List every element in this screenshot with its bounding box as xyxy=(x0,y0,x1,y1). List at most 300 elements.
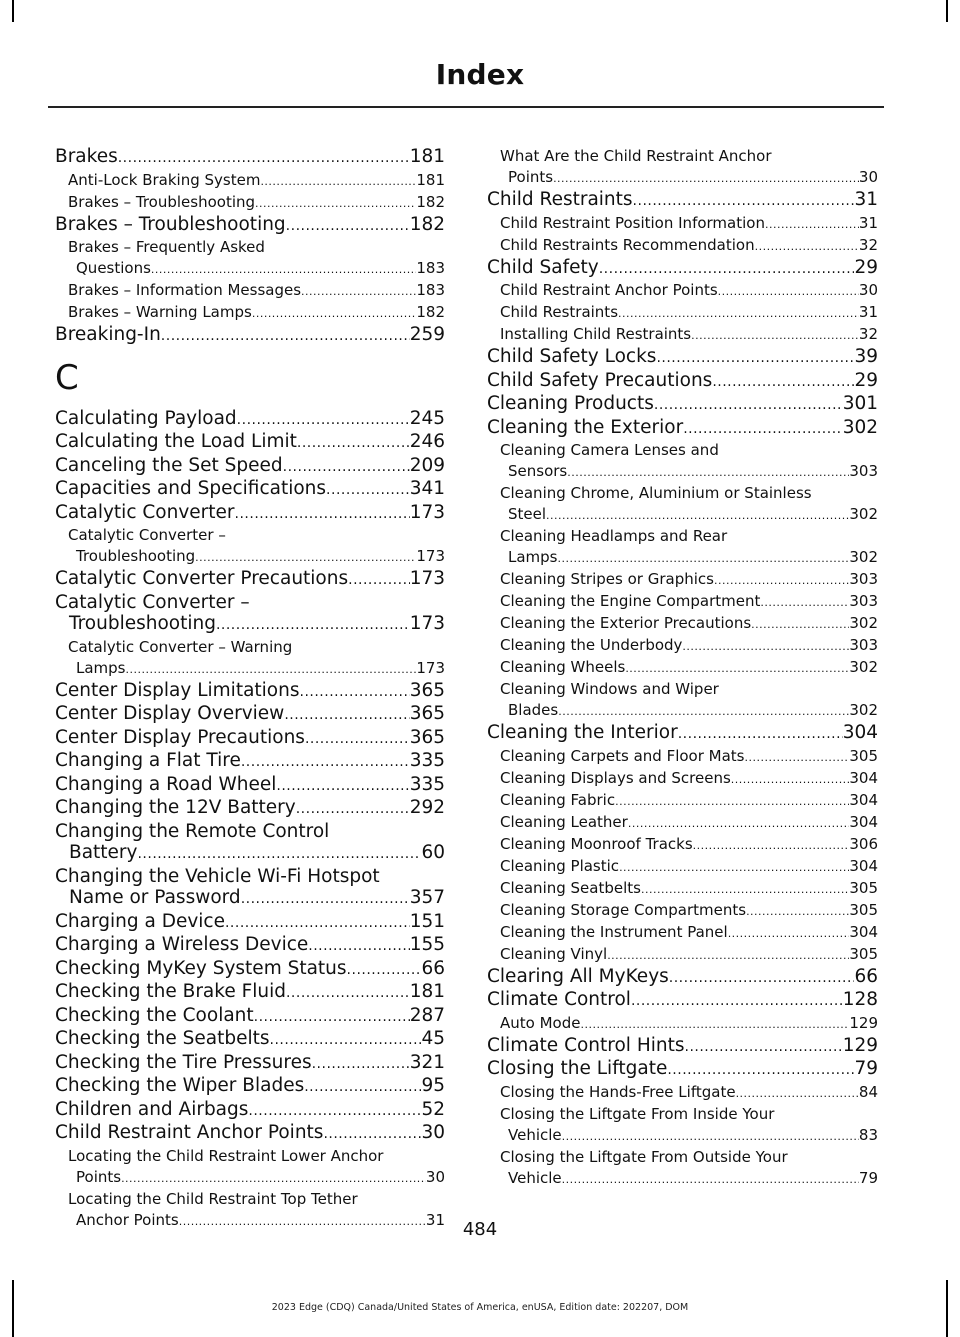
entry-label: Child Safety Precautions xyxy=(487,369,713,391)
entry-label: Checking the Brake Fluid xyxy=(55,981,286,1002)
leader-dots xyxy=(326,478,410,502)
index-entry[interactable] xyxy=(55,502,445,526)
entry-page: 173 xyxy=(416,658,445,677)
index-subentry-continued[interactable] xyxy=(55,658,445,680)
leader-dots xyxy=(615,790,849,812)
entry-page: 95 xyxy=(421,1075,445,1096)
entry-page: 30 xyxy=(425,1167,445,1186)
entry-page: 303 xyxy=(849,636,878,654)
index-subentry-wrapped[interactable]: Cleaning Camera Lenses and xyxy=(500,441,719,459)
entry-label: Cleaning the Exterior Precautions xyxy=(500,614,752,632)
index-subentry-continued[interactable] xyxy=(487,167,878,189)
leader-dots xyxy=(255,192,416,214)
index-entry[interactable] xyxy=(487,189,878,213)
entry-label: Questions xyxy=(76,259,151,277)
leader-dots xyxy=(628,812,850,834)
leader-dots xyxy=(631,989,843,1013)
entry-label: Checking the Seatbelts xyxy=(55,1028,270,1049)
index-entry[interactable] xyxy=(55,680,445,704)
index-entry[interactable] xyxy=(55,981,445,1005)
entry-label: Charging a Wireless Device xyxy=(55,934,309,955)
entry-page: 182 xyxy=(416,303,445,321)
index-entry-continued[interactable] xyxy=(55,842,445,866)
entry-page: 31 xyxy=(858,303,878,321)
index-subentry-wrapped[interactable]: Cleaning Windows and Wiper xyxy=(500,680,719,698)
entry-page: 129 xyxy=(842,1034,878,1056)
entry-label: Cleaning Seatbelts xyxy=(500,878,641,897)
entry-page: 302 xyxy=(842,416,878,438)
index-entry[interactable] xyxy=(487,1035,878,1059)
index-entry[interactable] xyxy=(55,750,445,774)
entry-label: Center Display Limitations xyxy=(55,679,300,701)
entry-page: 302 xyxy=(849,505,878,523)
entry-page: 304 xyxy=(849,768,878,787)
entry-label: Cleaning Wheels xyxy=(500,658,626,676)
index-subentry-wrapped[interactable]: Locating the Child Restraint Top Tether xyxy=(68,1189,358,1208)
entry-page: 357 xyxy=(409,887,445,908)
index-entry[interactable] xyxy=(55,214,445,238)
leader-dots xyxy=(323,1122,421,1146)
index-subentry[interactable] xyxy=(487,790,878,812)
entry-label: Points xyxy=(508,168,554,186)
entry-label: Cleaning Products xyxy=(487,393,654,414)
index-subentry[interactable] xyxy=(487,591,878,613)
index-subentry-wrapped[interactable]: Catalytic Converter – Warning xyxy=(68,637,293,656)
entry-page: 301 xyxy=(842,393,878,414)
leader-dots xyxy=(304,1075,421,1099)
leader-dots xyxy=(297,431,410,455)
entry-label: Sensors xyxy=(508,462,568,480)
entry-label: Child Safety Locks xyxy=(487,346,657,367)
index-subentry[interactable] xyxy=(487,235,878,257)
index-subentry[interactable] xyxy=(487,944,878,966)
entry-page: 292 xyxy=(409,797,445,818)
index-entry[interactable] xyxy=(55,727,445,751)
entry-page: 305 xyxy=(849,878,878,897)
entry-page: 128 xyxy=(842,989,878,1010)
leader-dots xyxy=(765,213,859,235)
index-entry-continued[interactable] xyxy=(55,613,445,637)
leader-dots xyxy=(283,455,410,479)
leader-dots xyxy=(241,887,410,911)
entry-label: Climate Control xyxy=(487,989,631,1010)
index-subentry[interactable] xyxy=(55,192,445,214)
entry-page: 335 xyxy=(409,750,445,771)
entry-label: Troubleshooting xyxy=(76,547,196,565)
index-subentry[interactable] xyxy=(487,922,878,944)
entry-label: Cleaning Leather xyxy=(500,812,628,831)
entry-label: Changing a Road Wheel xyxy=(55,773,277,795)
index-subentry-wrapped[interactable]: Catalytic Converter – xyxy=(68,526,226,544)
leader-dots xyxy=(137,842,421,866)
entry-label: Child Restraint Anchor Points xyxy=(500,281,718,299)
title-rule xyxy=(48,106,884,108)
entry-page: 245 xyxy=(409,407,445,429)
index-subentry-continued[interactable] xyxy=(487,1168,878,1190)
index-entry[interactable] xyxy=(55,478,445,502)
entry-page: 303 xyxy=(849,570,878,588)
entry-label: Brakes – Warning Lamps xyxy=(68,303,252,321)
entry-page: 365 xyxy=(409,679,445,701)
index-subentry[interactable] xyxy=(487,324,878,346)
leader-dots xyxy=(300,680,410,704)
leader-dots xyxy=(760,591,849,613)
entry-page: 83 xyxy=(858,1125,878,1144)
index-entry[interactable] xyxy=(487,1058,878,1082)
entry-page: 181 xyxy=(409,146,445,167)
entry-label: Calculating the Load Limit xyxy=(55,431,297,452)
index-entry[interactable] xyxy=(55,1052,445,1076)
index-subentry-wrapped[interactable]: What Are the Child Restraint Anchor xyxy=(500,147,772,165)
leader-dots xyxy=(751,613,849,635)
entry-label: Calculating Payload xyxy=(55,407,237,429)
entry-page: 52 xyxy=(421,1098,445,1120)
leader-dots xyxy=(682,635,849,657)
leader-dots xyxy=(567,461,849,483)
entry-label: Cleaning the Interior xyxy=(487,722,678,743)
entry-label: Cleaning Moonroof Tracks xyxy=(500,834,693,853)
leader-dots xyxy=(276,774,409,798)
index-subentry[interactable] xyxy=(487,213,878,235)
entry-page: 302 xyxy=(849,614,878,632)
entry-page: 173 xyxy=(409,568,445,589)
index-entry-continued[interactable] xyxy=(55,887,445,911)
entry-page: 287 xyxy=(409,1004,445,1026)
entry-label: Vehicle xyxy=(508,1168,562,1187)
index-entry[interactable] xyxy=(55,408,445,432)
entry-label: Child Restraints xyxy=(500,303,619,321)
entry-label: Child Restraints xyxy=(487,189,633,210)
entry-label: Center Display Overview xyxy=(55,703,285,724)
index-entry[interactable] xyxy=(55,797,445,821)
entry-label: Brakes xyxy=(55,146,118,167)
leader-dots xyxy=(553,167,859,189)
index-subentry[interactable] xyxy=(487,302,878,324)
entry-page: 182 xyxy=(416,192,445,211)
leader-dots xyxy=(260,170,416,192)
index-entry[interactable] xyxy=(487,393,878,417)
crop-mark-top-left xyxy=(12,0,14,22)
entry-page: 183 xyxy=(416,259,445,277)
entry-label: Children and Airbags xyxy=(55,1098,249,1120)
leader-dots xyxy=(225,911,410,935)
entry-page: 155 xyxy=(409,934,445,955)
leader-dots xyxy=(241,750,410,774)
leader-dots xyxy=(618,302,859,324)
leader-dots xyxy=(599,257,855,281)
leader-dots xyxy=(235,502,410,526)
leader-dots xyxy=(254,1005,410,1029)
index-subentry[interactable] xyxy=(487,1013,878,1035)
entry-page: 302 xyxy=(849,548,878,566)
leader-dots xyxy=(580,1013,849,1035)
entry-page: 151 xyxy=(409,910,445,932)
index-entry-wrapped[interactable]: Changing the Remote Control xyxy=(55,820,330,842)
index-entry[interactable] xyxy=(55,1005,445,1029)
entry-label: Vehicle xyxy=(508,1125,562,1144)
entry-label: Lamps xyxy=(76,658,126,677)
entry-page: 304 xyxy=(849,856,878,875)
index-subentry[interactable] xyxy=(487,812,878,834)
entry-label: Auto Mode xyxy=(500,1013,581,1032)
entry-page: 321 xyxy=(409,1051,445,1073)
entry-page: 66 xyxy=(854,965,878,987)
index-subentry-wrapped[interactable]: Closing the Liftgate From Outside Your xyxy=(500,1147,788,1166)
entry-page: 335 xyxy=(409,773,445,795)
leader-dots xyxy=(286,214,410,238)
entry-page: 303 xyxy=(849,592,878,610)
index-subentry-wrapped[interactable]: Cleaning Chrome, Aluminium or Stainless xyxy=(500,484,812,502)
entry-label: Brakes – Troubleshooting xyxy=(68,192,256,211)
entry-label: Cleaning the Exterior xyxy=(487,416,684,438)
index-entry[interactable] xyxy=(55,934,445,958)
entry-label: Child Restraints Recommendation xyxy=(500,235,755,254)
index-subentry[interactable] xyxy=(487,1082,878,1104)
leader-dots xyxy=(736,1082,859,1104)
index-subentry-continued[interactable] xyxy=(55,258,445,280)
entry-page: 173 xyxy=(409,613,445,634)
index-subentry[interactable] xyxy=(487,834,878,856)
index-subentry-continued[interactable] xyxy=(487,461,878,483)
index-subentry[interactable] xyxy=(55,170,445,192)
entry-page: 29 xyxy=(854,369,878,391)
leader-dots xyxy=(558,700,849,722)
entry-label: Catalytic Converter xyxy=(55,501,235,523)
index-subentry[interactable] xyxy=(55,302,445,324)
index-subentry[interactable] xyxy=(487,856,878,878)
leader-dots xyxy=(669,966,855,990)
entry-label: Steel xyxy=(508,505,547,523)
entry-label: Cleaning Vinyl xyxy=(500,944,608,963)
index-entry-wrapped[interactable]: Changing the Vehicle Wi-Fi Hotspot xyxy=(55,865,380,887)
index-entry[interactable] xyxy=(55,1099,445,1123)
entry-label: Child Safety xyxy=(487,256,599,278)
entry-label: Name or Password xyxy=(69,887,241,908)
entry-page: 84 xyxy=(858,1082,878,1101)
entry-page: 79 xyxy=(858,1168,878,1187)
index-subentry-continued[interactable] xyxy=(487,1125,878,1147)
entry-label: Cleaning Displays and Screens xyxy=(500,768,731,787)
index-subentry[interactable] xyxy=(487,280,878,302)
entry-page: 31 xyxy=(425,1210,445,1229)
leader-dots xyxy=(667,1058,854,1082)
leader-dots xyxy=(755,235,859,257)
entry-label: Cleaning Plastic xyxy=(500,856,620,875)
index-entry[interactable] xyxy=(55,1028,445,1052)
index-entry[interactable] xyxy=(55,958,445,982)
index-column-right xyxy=(487,146,878,1190)
entry-label: Charging a Device xyxy=(55,910,225,932)
leader-dots xyxy=(305,727,410,751)
entry-label: Changing a Flat Tire xyxy=(55,750,241,771)
leader-dots xyxy=(195,546,416,568)
index-subentry[interactable] xyxy=(487,569,878,591)
index-subentry[interactable] xyxy=(487,635,878,657)
footer-edition: 2023 Edge (CDQ) Canada/United States of America, enUSA, Edition date: 202207, DOM xyxy=(271,1302,689,1313)
index-entry[interactable] xyxy=(487,370,878,394)
leader-dots xyxy=(151,258,416,280)
index-entry[interactable] xyxy=(487,417,878,441)
entry-label: Cleaning the Underbody xyxy=(500,636,683,654)
leader-dots xyxy=(728,922,850,944)
index-subentry-continued[interactable] xyxy=(487,700,878,722)
index-entry[interactable] xyxy=(487,966,878,990)
entry-label: Clearing All MyKeys xyxy=(487,965,669,987)
entry-page: 32 xyxy=(858,235,878,254)
leader-dots xyxy=(562,1125,859,1147)
entry-label: Cleaning Fabric xyxy=(500,790,616,809)
entry-label: Brakes – Information Messages xyxy=(68,281,302,299)
entry-label: Installing Child Restraints xyxy=(500,325,692,343)
entry-page: 306 xyxy=(849,834,878,853)
entry-label: Checking the Coolant xyxy=(55,1004,254,1026)
index-entry[interactable] xyxy=(55,324,445,348)
leader-dots xyxy=(691,324,859,346)
entry-label: Points xyxy=(76,1167,122,1186)
entry-page: 341 xyxy=(409,478,445,499)
leader-dots xyxy=(678,722,843,746)
entry-page: 31 xyxy=(858,213,878,232)
leader-dots xyxy=(654,393,843,417)
index-subentry-wrapped[interactable]: Brakes – Frequently Asked xyxy=(68,238,265,256)
index-entry[interactable] xyxy=(55,431,445,455)
entry-page: 365 xyxy=(409,726,445,748)
entry-label: Child Restraint Anchor Points xyxy=(55,1122,324,1143)
leader-dots xyxy=(685,1035,843,1059)
index-entry[interactable] xyxy=(55,1122,445,1146)
entry-page: 173 xyxy=(409,501,445,523)
entry-label: Checking MyKey System Status xyxy=(55,957,347,979)
entry-page: 30 xyxy=(421,1122,445,1143)
entry-label: Cleaning Storage Compartments xyxy=(500,900,747,919)
leader-dots xyxy=(718,280,859,302)
leader-dots xyxy=(161,324,410,348)
entry-page: 79 xyxy=(854,1058,878,1079)
entry-page: 29 xyxy=(854,256,878,278)
index-entry[interactable] xyxy=(55,774,445,798)
leader-dots xyxy=(746,900,849,922)
entry-page: 45 xyxy=(421,1028,445,1049)
entry-page: 129 xyxy=(849,1013,878,1032)
entry-label: Capacities and Specifications xyxy=(55,478,327,499)
index-entry-wrapped[interactable]: Catalytic Converter – xyxy=(55,591,250,613)
index-entry[interactable] xyxy=(55,911,445,935)
leader-dots xyxy=(348,568,410,592)
leader-dots xyxy=(284,703,409,727)
entry-label: Checking the Wiper Blades xyxy=(55,1075,305,1096)
index-subentry[interactable] xyxy=(487,878,878,900)
index-subentry-wrapped[interactable]: Locating the Child Restraint Lower Anchor xyxy=(68,1146,384,1165)
index-entry[interactable] xyxy=(487,989,878,1013)
leader-dots xyxy=(252,302,417,324)
leader-dots xyxy=(308,934,409,958)
entry-label: Catalytic Converter Precautions xyxy=(55,568,349,589)
entry-page: 181 xyxy=(409,981,445,1002)
leader-dots xyxy=(216,613,410,637)
leader-dots xyxy=(562,1168,859,1190)
index-entry[interactable] xyxy=(55,146,445,170)
entry-label: Changing the 12V Battery xyxy=(55,797,296,818)
leader-dots xyxy=(656,346,854,370)
leader-dots xyxy=(312,1052,410,1076)
entry-page: 39 xyxy=(854,346,878,367)
entry-page: 304 xyxy=(849,922,878,941)
index-entry[interactable] xyxy=(55,568,445,592)
entry-page: 31 xyxy=(854,189,878,210)
index-entry[interactable] xyxy=(55,703,445,727)
entry-label: Lamps xyxy=(508,548,558,566)
entry-label: Checking the Tire Pressures xyxy=(55,1051,312,1073)
entry-label: Center Display Precautions xyxy=(55,726,305,748)
entry-page: 181 xyxy=(416,170,445,189)
index-subentry-continued[interactable] xyxy=(55,1167,445,1189)
leader-dots xyxy=(301,280,416,302)
index-subentry-continued[interactable] xyxy=(487,504,878,526)
entry-label: Brakes – Troubleshooting xyxy=(55,213,286,235)
index-entry[interactable] xyxy=(55,455,445,479)
entry-page: 182 xyxy=(409,213,445,235)
index-column-left xyxy=(55,146,445,1232)
leader-dots xyxy=(619,856,849,878)
leader-dots xyxy=(641,878,849,900)
index-subentry[interactable] xyxy=(487,900,878,922)
entry-label: Breaking-In xyxy=(55,324,161,345)
index-subentry[interactable] xyxy=(55,280,445,302)
entry-label: Closing the Liftgate xyxy=(487,1058,668,1079)
index-subentry-wrapped[interactable]: Cleaning Headlamps and Rear xyxy=(500,527,728,545)
leader-dots xyxy=(731,768,850,790)
entry-label: Cleaning the Engine Compartment xyxy=(500,592,761,610)
entry-page: 60 xyxy=(421,842,445,863)
entry-label: Cleaning Stripes or Graphics xyxy=(500,570,714,588)
entry-page: 304 xyxy=(849,812,878,831)
page-number: 484 xyxy=(462,1219,498,1240)
entry-label: Canceling the Set Speed xyxy=(55,454,283,476)
index-entry[interactable] xyxy=(55,1075,445,1099)
section-letter: C xyxy=(55,357,79,398)
index-entry[interactable] xyxy=(487,346,878,370)
entry-page: 259 xyxy=(409,324,445,345)
entry-page: 303 xyxy=(849,462,878,480)
leader-dots xyxy=(625,657,849,679)
entry-page: 183 xyxy=(416,281,445,299)
index-subentry[interactable] xyxy=(487,613,878,635)
entry-label: Child Restraint Position Information xyxy=(500,213,765,232)
entry-page: 302 xyxy=(849,701,878,719)
leader-dots xyxy=(558,547,850,569)
index-subentry-continued[interactable] xyxy=(55,546,445,568)
index-entry[interactable] xyxy=(487,257,878,281)
entry-page: 30 xyxy=(858,281,878,299)
leader-dots xyxy=(286,981,410,1005)
index-subentry-continued[interactable] xyxy=(487,547,878,569)
leader-dots xyxy=(126,658,417,680)
entry-page: 304 xyxy=(849,790,878,809)
index-subentry[interactable] xyxy=(487,746,878,768)
entry-label: Cleaning Carpets and Floor Mats xyxy=(500,746,745,765)
index-subentry-wrapped[interactable]: Closing the Liftgate From Inside Your xyxy=(500,1104,775,1123)
entry-label: Blades xyxy=(508,701,559,719)
index-entry[interactable] xyxy=(487,722,878,746)
entry-label: Anchor Points xyxy=(76,1210,179,1229)
entry-page: 209 xyxy=(409,454,445,476)
page-title: Index xyxy=(435,58,525,91)
index-subentry[interactable] xyxy=(487,657,878,679)
entry-label: Battery xyxy=(69,842,138,863)
leader-dots xyxy=(693,834,850,856)
index-subentry[interactable] xyxy=(487,768,878,790)
entry-page: 66 xyxy=(421,957,445,979)
